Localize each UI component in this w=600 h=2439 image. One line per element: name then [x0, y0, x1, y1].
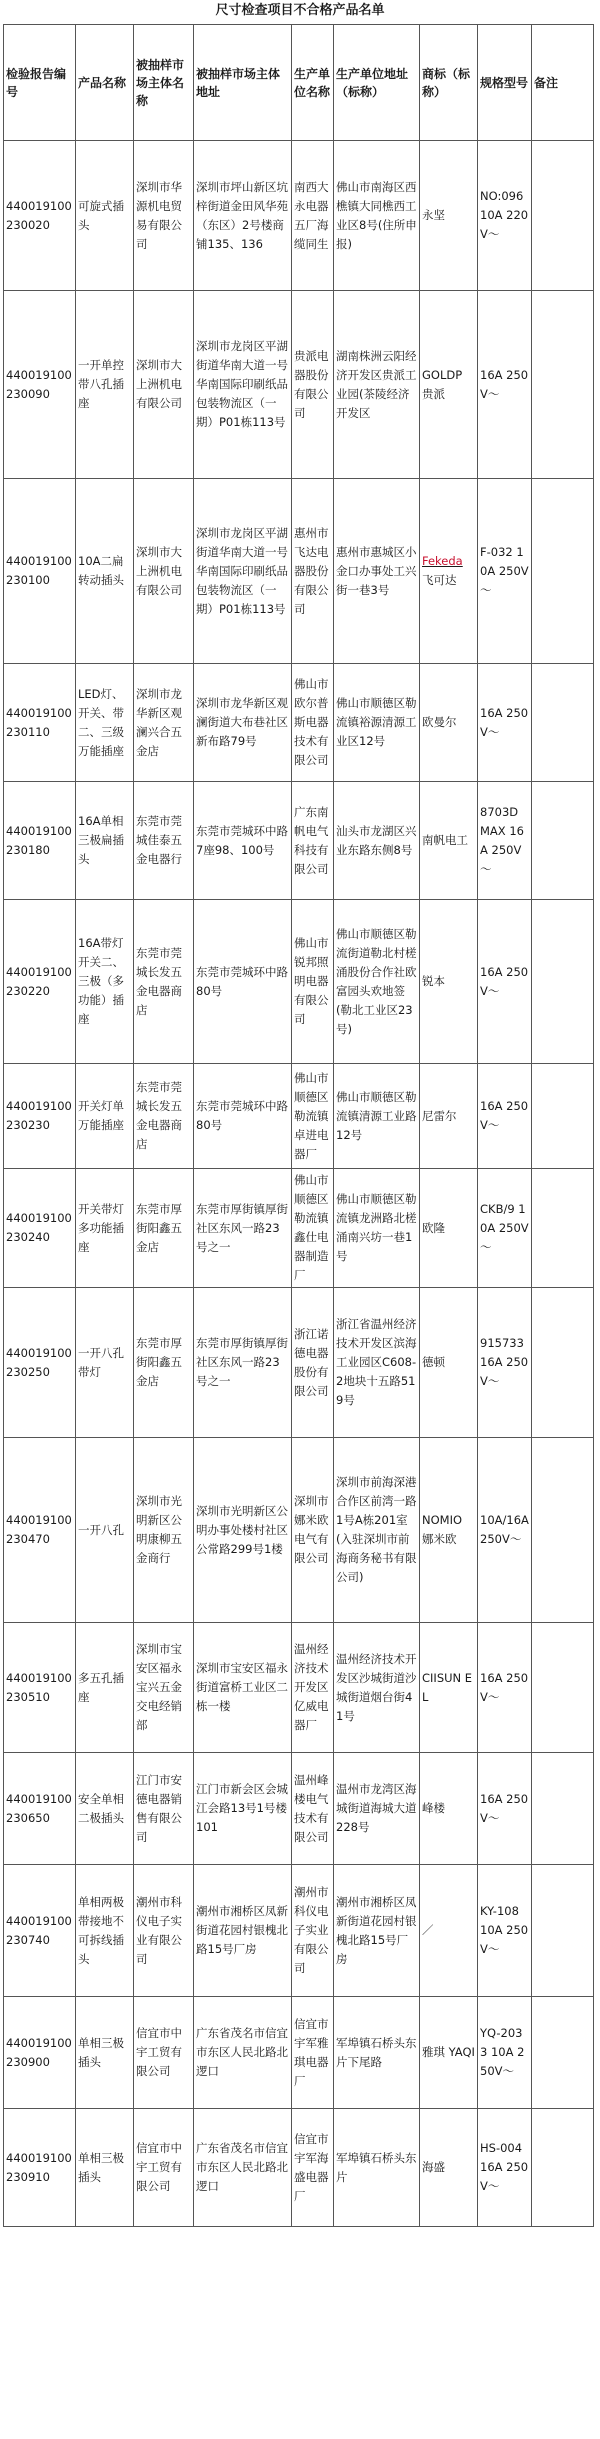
table-row: [4, 291, 594, 479]
maker-address: 惠州市惠城区小金口办事处工兴街一巷3号: [334, 479, 420, 664]
note: [532, 1865, 594, 1997]
maker-address: 浙江省温州经济技术开发区滨海工业园区C608-2地块十五路519号: [334, 1288, 420, 1438]
seller-name: 东莞市莞城佳泰五金电器行: [134, 782, 194, 900]
spec: 16A 250V～: [478, 1623, 532, 1753]
table-header-row: [4, 25, 594, 141]
brand: 永坚: [420, 141, 478, 291]
product-name: 多五孔插座: [76, 1623, 134, 1753]
col-header-maker-addr: 生产单位地址（标称）: [334, 25, 420, 141]
maker-name: 惠州市飞达电器股份有限公司: [292, 479, 334, 664]
report-code: 440019100230510: [4, 1623, 76, 1753]
product-name: 单相两极带接地不可拆线插头: [76, 1865, 134, 1997]
maker-name: 深圳市娜米欧电气有限公司: [292, 1438, 334, 1623]
report-code: 440019100230180: [4, 782, 76, 900]
report-code: 440019100230110: [4, 664, 76, 782]
maker-address: 温州经济技术开发区沙城街道沙城街道烟台街41号: [334, 1623, 420, 1753]
maker-name: 信宜市宇军海盛电器厂: [292, 2109, 334, 2227]
report-code: 440019100230250: [4, 1288, 76, 1438]
spec: CKB/9 10A 250V～: [478, 1169, 532, 1288]
maker-address: 深圳市前海深港合作区前湾一路1号A栋201室(入驻深圳市前海商务秘书有限公司): [334, 1438, 420, 1623]
maker-address: 军埠镇石桥头东片: [334, 2109, 420, 2227]
table-row: [4, 1288, 594, 1438]
maker-name: 佛山市顺德区勒流镇鑫仕电器制造厂: [292, 1169, 334, 1288]
brand: CIISUN EL: [420, 1623, 478, 1753]
spec: KY-108 10A 250V～: [478, 1865, 532, 1997]
product-name: 16A单相三极扁插头: [76, 782, 134, 900]
seller-name: 深圳市龙华新区观澜兴合五金店: [134, 664, 194, 782]
report-code: 440019100230220: [4, 900, 76, 1064]
report-code: 440019100230910: [4, 2109, 76, 2227]
product-name: 一开八孔: [76, 1438, 134, 1623]
maker-address: 佛山市顺德区勒流镇清源工业路12号: [334, 1064, 420, 1169]
report-code: 440019100230650: [4, 1753, 76, 1865]
maker-address: 佛山市顺德区勒流镇裕源清源工业区12号: [334, 664, 420, 782]
report-code: 440019100230470: [4, 1438, 76, 1623]
product-name: 10A二扁转动插头: [76, 479, 134, 664]
maker-address: 佛山市南海区西樵镇大同樵西工业区8号(住所申报): [334, 141, 420, 291]
table-row: [4, 1623, 594, 1753]
table-row: [4, 2109, 594, 2227]
product-name: 单相三极插头: [76, 1997, 134, 2109]
seller-address: 江门市新会区会城江会路13号1号楼101: [194, 1753, 292, 1865]
note: [532, 900, 594, 1064]
brand: 欧曼尔: [420, 664, 478, 782]
table-row: [4, 664, 594, 782]
table-row: [4, 900, 594, 1064]
report-code: 440019100230900: [4, 1997, 76, 2109]
maker-name: 佛山市锐邦照明电器有限公司: [292, 900, 334, 1064]
spec: 8703D MAX 16A 250V～: [478, 782, 532, 900]
seller-address: 东莞市厚街镇厚街社区东风一路23号之一: [194, 1288, 292, 1438]
product-table: [3, 24, 594, 2227]
spec: 16A 250V～: [478, 900, 532, 1064]
spec: 16A 250V～: [478, 1064, 532, 1169]
seller-name: 东莞市莞城长发五金电器商店: [134, 1064, 194, 1169]
report-code: 440019100230020: [4, 141, 76, 291]
maker-name: 潮州市科仪电子实业有限公司: [292, 1865, 334, 1997]
brand: 德顿: [420, 1288, 478, 1438]
table-row: [4, 1064, 594, 1169]
seller-address: 潮州市湘桥区凤新街道花园村银槐北路15号厂房: [194, 1865, 292, 1997]
product-name: LED灯、开关、带二、三级万能插座: [76, 664, 134, 782]
fekeda-logo-text: Fekeda: [422, 554, 463, 568]
note: [532, 1753, 594, 1865]
col-header-spec: 规格型号: [478, 25, 532, 141]
table-row: [4, 1997, 594, 2109]
maker-name: 温州经济技术开发区亿威电器厂: [292, 1623, 334, 1753]
col-header-seller: 被抽样市场主体名称: [134, 25, 194, 141]
product-name: 安全单相二极插头: [76, 1753, 134, 1865]
seller-address: 深圳市龙华新区观澜街道大布巷社区新布路79号: [194, 664, 292, 782]
spec: 16A 250V～: [478, 664, 532, 782]
maker-address: 潮州市湘桥区凤新街道花园村银槐北路15号厂房: [334, 1865, 420, 1997]
seller-name: 潮州市科仪电子实业有限公司: [134, 1865, 194, 1997]
maker-address: 军埠镇石桥头东片下尾路: [334, 1997, 420, 2109]
maker-name: 温州峰楼电气技术有限公司: [292, 1753, 334, 1865]
seller-name: 东莞市莞城长发五金电器商店: [134, 900, 194, 1064]
report-code: 440019100230240: [4, 1169, 76, 1288]
seller-address: 东莞市莞城环中路80号: [194, 900, 292, 1064]
seller-address: 广东省茂名市信宜市东区人民北路北逻口: [194, 2109, 292, 2227]
maker-address: 佛山市顺德区勒流镇龙洲路北槎涌南兴坊一巷1号: [334, 1169, 420, 1288]
seller-name: 信宜市中宇工贸有限公司: [134, 2109, 194, 2227]
note: [532, 782, 594, 900]
seller-name: 深圳市华源机电贸易有限公司: [134, 141, 194, 291]
seller-name: 江门市安德电器销售有限公司: [134, 1753, 194, 1865]
brand: 南帆电工: [420, 782, 478, 900]
brand: 欧隆: [420, 1169, 478, 1288]
table-row: [4, 1753, 594, 1865]
note: [532, 1169, 594, 1288]
product-name: 一开单控带八孔插座: [76, 291, 134, 479]
table-row: [4, 1438, 594, 1623]
seller-name: 深圳市大上洲机电有限公司: [134, 479, 194, 664]
brand-cn: 飞可达: [422, 573, 457, 587]
col-header-maker: 生产单位名称: [292, 25, 334, 141]
maker-name: 广东南帆电气科技有限公司: [292, 782, 334, 900]
product-name: 可旋式插头: [76, 141, 134, 291]
seller-address: 深圳市龙岗区平湖街道华南大道一号华南国际印刷纸品包装物流区（一期）P01栋113号: [194, 291, 292, 479]
note: [532, 664, 594, 782]
spec: 10A/16A 250V～: [478, 1438, 532, 1623]
seller-address: 深圳市龙岗区平湖街道华南大道一号华南国际印刷纸品包装物流区（一期）P01栋113号: [194, 479, 292, 664]
note: [532, 1064, 594, 1169]
note: [532, 291, 594, 479]
seller-address: 深圳市宝安区福永街道富桥工业区二栋一楼: [194, 1623, 292, 1753]
note: [532, 141, 594, 291]
seller-address: 广东省茂名市信宜市东区人民北路北逻口: [194, 1997, 292, 2109]
col-header-product: 产品名称: [76, 25, 134, 141]
table-row: [4, 1169, 594, 1288]
maker-name: 南西大永电器五厂海缆同生: [292, 141, 334, 291]
maker-name: 佛山市顺德区勒流镇卓进电器厂: [292, 1064, 334, 1169]
brand: 锐本: [420, 900, 478, 1064]
brand: GOLDP 贵派: [420, 291, 478, 479]
note: [532, 1623, 594, 1753]
maker-name: 信宜市宇军雅琪电器厂: [292, 1997, 334, 2109]
spec: 915733 16A 250V～: [478, 1288, 532, 1438]
maker-name: 贵派电器股份有限公司: [292, 291, 334, 479]
document-title: 尺寸检查项目不合格产品名单: [215, 3, 385, 18]
note: [532, 1288, 594, 1438]
product-name: 开关灯单万能插座: [76, 1064, 134, 1169]
seller-name: 深圳市光明新区公明康柳五金商行: [134, 1438, 194, 1623]
spec: 16A 250V～: [478, 291, 532, 479]
brand: 海盛: [420, 2109, 478, 2227]
product-name: 单相三极插头: [76, 2109, 134, 2227]
table-row: [4, 782, 594, 900]
brand: NOMIO 娜米欧: [420, 1438, 478, 1623]
seller-address: 深圳市坪山新区坑梓街道金田风华苑（东区）2号楼商铺135、136: [194, 141, 292, 291]
note: [532, 2109, 594, 2227]
seller-name: 深圳市大上洲机电有限公司: [134, 291, 194, 479]
brand: 峰楼: [420, 1753, 478, 1865]
maker-address: 佛山市顺德区勒流街道勒北村槎涌股份合作社欧富园头欢地签(勒北工业区23号): [334, 900, 420, 1064]
report-code: 440019100230100: [4, 479, 76, 664]
seller-name: 东莞市厚街阳鑫五金店: [134, 1169, 194, 1288]
table-row: [4, 1865, 594, 1997]
seller-name: 信宜市中宇工贸有限公司: [134, 1997, 194, 2109]
seller-address: 东莞市莞城环中路7座98、100号: [194, 782, 292, 900]
maker-address: 汕头市龙湖区兴业东路东侧8号: [334, 782, 420, 900]
maker-address: 湖南株洲云阳经济开发区贵派工业园(茶陵经济开发区: [334, 291, 420, 479]
col-header-brand: 商标（标称）: [420, 25, 478, 141]
spec: YQ-2033 10A 250V～: [478, 1997, 532, 2109]
brand: [420, 479, 478, 664]
note: [532, 479, 594, 664]
seller-address: 深圳市光明新区公明办事处楼村社区公常路299号1楼: [194, 1438, 292, 1623]
spec: F-032 10A 250V～: [478, 479, 532, 664]
table-row: [4, 141, 594, 291]
brand: 尼雷尔: [420, 1064, 478, 1169]
note: [532, 1438, 594, 1623]
seller-address: 东莞市厚街镇厚街社区东风一路23号之一: [194, 1169, 292, 1288]
spec: HS-004 16A 250V～: [478, 2109, 532, 2227]
report-code: 440019100230090: [4, 291, 76, 479]
maker-name: 浙江诺德电器股份有限公司: [292, 1288, 334, 1438]
report-code: 440019100230230: [4, 1064, 76, 1169]
note: [532, 1997, 594, 2109]
seller-name: 深圳市宝安区福永宝兴五金交电经销部: [134, 1623, 194, 1753]
brand: ／: [420, 1865, 478, 1997]
spec: 16A 250V～: [478, 1753, 532, 1865]
product-name: 一开八孔带灯: [76, 1288, 134, 1438]
spec: NO:096 10A 220V～: [478, 141, 532, 291]
product-name: 16A带灯开关二、三极（多功能）插座: [76, 900, 134, 1064]
col-header-code: 检验报告编号: [4, 25, 76, 141]
table-row: [4, 479, 594, 664]
maker-name: 佛山市欧尔普斯电器技术有限公司: [292, 664, 334, 782]
maker-address: 温州市龙湾区海城街道海城大道228号: [334, 1753, 420, 1865]
seller-address: 东莞市莞城环中路80号: [194, 1064, 292, 1169]
product-name: 开关带灯多功能插座: [76, 1169, 134, 1288]
seller-name: 东莞市厚街阳鑫五金店: [134, 1288, 194, 1438]
col-header-note: 备注: [532, 25, 594, 141]
col-header-seller-addr: 被抽样市场主体地址: [194, 25, 292, 141]
brand: 雅琪 YAQI: [420, 1997, 478, 2109]
report-code: 440019100230740: [4, 1865, 76, 1997]
